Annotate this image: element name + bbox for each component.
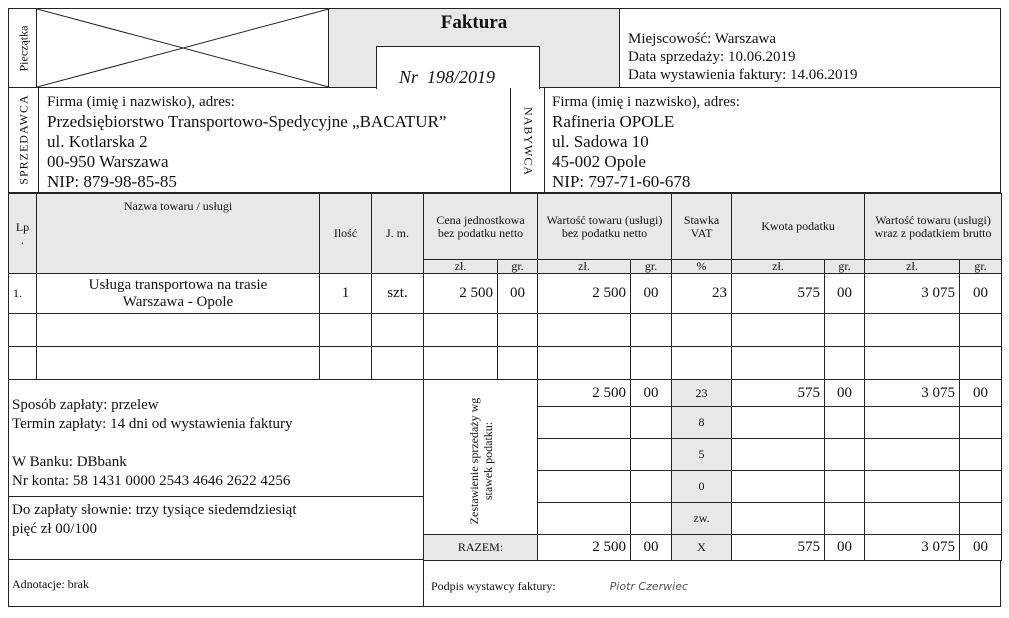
rate-zw: zw. <box>672 503 732 535</box>
sum23-net-gr: 00 <box>631 380 672 407</box>
issue-date: Data wystawienia faktury: 14.06.2019 <box>628 67 858 83</box>
sub-zl: zł. <box>538 260 631 274</box>
table-row-empty <box>9 347 1002 380</box>
col-qty-header: Ilość <box>320 194 372 274</box>
seller-city: 00-950 Warszawa <box>47 152 169 171</box>
sub-gr: gr. <box>631 260 672 274</box>
summary-vertical-label: Zestawienie sprzedaży wg stawek podatku: <box>467 397 495 525</box>
row-net-zl: 2 500 <box>538 274 631 314</box>
total-gross-zl: 3 075 <box>865 535 960 561</box>
sum23-net-zl: 2 500 <box>538 380 631 407</box>
row-tax-gr: 00 <box>825 274 865 314</box>
invoice-title: Faktura <box>440 12 508 33</box>
bank-name: W Banku: DBbank <box>12 454 127 470</box>
row-gross-gr: 00 <box>960 274 1002 314</box>
col-unit-price-header: Cena jednostkowa bez podatku netto <box>424 194 538 260</box>
total-vat: X <box>672 535 732 561</box>
rate-0: 0 <box>672 471 732 503</box>
account-number: Nr konta: 58 1431 0000 2543 4646 2622 4256 <box>12 473 291 489</box>
signature-box <box>423 560 1001 607</box>
total-tax-gr: 00 <box>825 535 865 561</box>
col-gross-value-header: Wartość towaru (usługi) wraz z podatkiem brutto <box>865 194 1002 260</box>
buyer-name: Rafineria OPOLE <box>552 112 675 131</box>
amount-in-words: Do zapłaty słownie: trzy tysiące siedemdziesiąt pięć zł 00/100 <box>8 497 423 560</box>
summary-vertical-cell <box>424 380 538 535</box>
sum23-tax-gr: 00 <box>825 380 865 407</box>
col-vat-rate-header: Stawka VAT <box>672 194 732 260</box>
buyer-box <box>511 88 1001 193</box>
signature: Piotr Czerwiec <box>609 580 689 593</box>
row-gross-zl: 3 075 <box>865 274 960 314</box>
col-unit-header: J. m. <box>372 194 424 274</box>
buyer-nip: NIP: 797-71-60-678 <box>552 172 691 191</box>
rate-23: 23 <box>672 380 732 407</box>
seller-nip: NIP: 879-98-85-85 <box>47 172 177 191</box>
total-net-gr: 00 <box>631 535 672 561</box>
table-header-row <box>9 194 1002 260</box>
row-name: Usługa transportowa na trasie Warszawa - Opole <box>37 274 320 314</box>
row-price-gr: 00 <box>498 274 538 314</box>
sub-gr: gr. <box>825 260 865 274</box>
sub-zl: zł. <box>424 260 498 274</box>
sum23-tax-zl: 575 <box>732 380 825 407</box>
col-name-header: Nazwa towaru / usługi <box>37 194 320 274</box>
items-table <box>8 193 1002 380</box>
seller-name: Przedsiębiorstwo Transportowo-Spedycyjne „BACATUR” <box>47 112 447 131</box>
col-net-value-header: Wartość towaru (usługi) bez podatku netto <box>538 194 672 260</box>
invoice-number: Nr 198/2019 <box>399 67 496 87</box>
buyer-street: ul. Sadowa 10 <box>552 132 649 151</box>
stamp-label-column <box>9 9 37 87</box>
sale-date: Data sprzedaży: 10.06.2019 <box>628 49 796 65</box>
stamp-box <box>8 8 329 88</box>
notes-box <box>8 560 424 607</box>
buyer-label: NABYWCA <box>521 107 536 176</box>
table-row-empty <box>9 314 1002 347</box>
total-tax-zl: 575 <box>732 535 825 561</box>
row-unit: szt. <box>372 274 424 314</box>
row-price-zl: 2 500 <box>424 274 498 314</box>
seller-label: SPRZEDAWCA <box>16 94 31 185</box>
sum23-gross-gr: 00 <box>960 380 1002 407</box>
number-box <box>376 46 540 89</box>
payment-term: Termin zapłaty: 14 dni od wystawienia faktury <box>12 416 293 432</box>
sub-gr: gr. <box>498 260 538 274</box>
row-tax-zl: 575 <box>732 274 825 314</box>
sum23-gross-zl: 3 075 <box>865 380 960 407</box>
title-box <box>329 8 619 88</box>
signature-label: Podpis wystawcy faktury: <box>431 579 556 593</box>
sub-zl: zł. <box>865 260 960 274</box>
sub-pct: % <box>672 260 732 274</box>
rate-5: 5 <box>672 439 732 471</box>
total-gross-gr: 00 <box>960 535 1002 561</box>
payment-box <box>8 379 423 497</box>
stamp-label: Pieczątka <box>16 25 31 72</box>
row-qty: 1 <box>320 274 372 314</box>
sub-gr: gr. <box>960 260 1002 274</box>
total-label: RAZEM: <box>424 535 538 561</box>
notes: Adnotacje: brak <box>12 577 89 591</box>
place: Miejscowość: Warszawa <box>628 31 777 47</box>
col-tax-amount-header: Kwota podatku <box>732 194 865 260</box>
stamp-cross-icon <box>37 9 329 87</box>
total-net-zl: 2 500 <box>538 535 631 561</box>
seller-street: ul. Kotlarska 2 <box>47 132 148 151</box>
payment-method: Sposób zapłaty: przelew <box>12 397 159 413</box>
row-vat: 23 <box>672 274 732 314</box>
col-lp-header: Lp . <box>9 194 37 274</box>
seller-heading: Firma (imię i nazwisko), adres: <box>47 94 235 110</box>
dates-box <box>619 8 1001 88</box>
seller-box <box>8 88 511 193</box>
sub-zl: zł. <box>732 260 825 274</box>
vat-summary-table <box>423 379 1002 561</box>
row-lp: 1. <box>9 274 37 314</box>
table-row <box>9 274 1002 314</box>
row-net-gr: 00 <box>631 274 672 314</box>
buyer-city: 45-002 Opole <box>552 152 646 171</box>
rate-8: 8 <box>672 407 732 439</box>
buyer-heading: Firma (imię i nazwisko), adres: <box>552 94 740 110</box>
